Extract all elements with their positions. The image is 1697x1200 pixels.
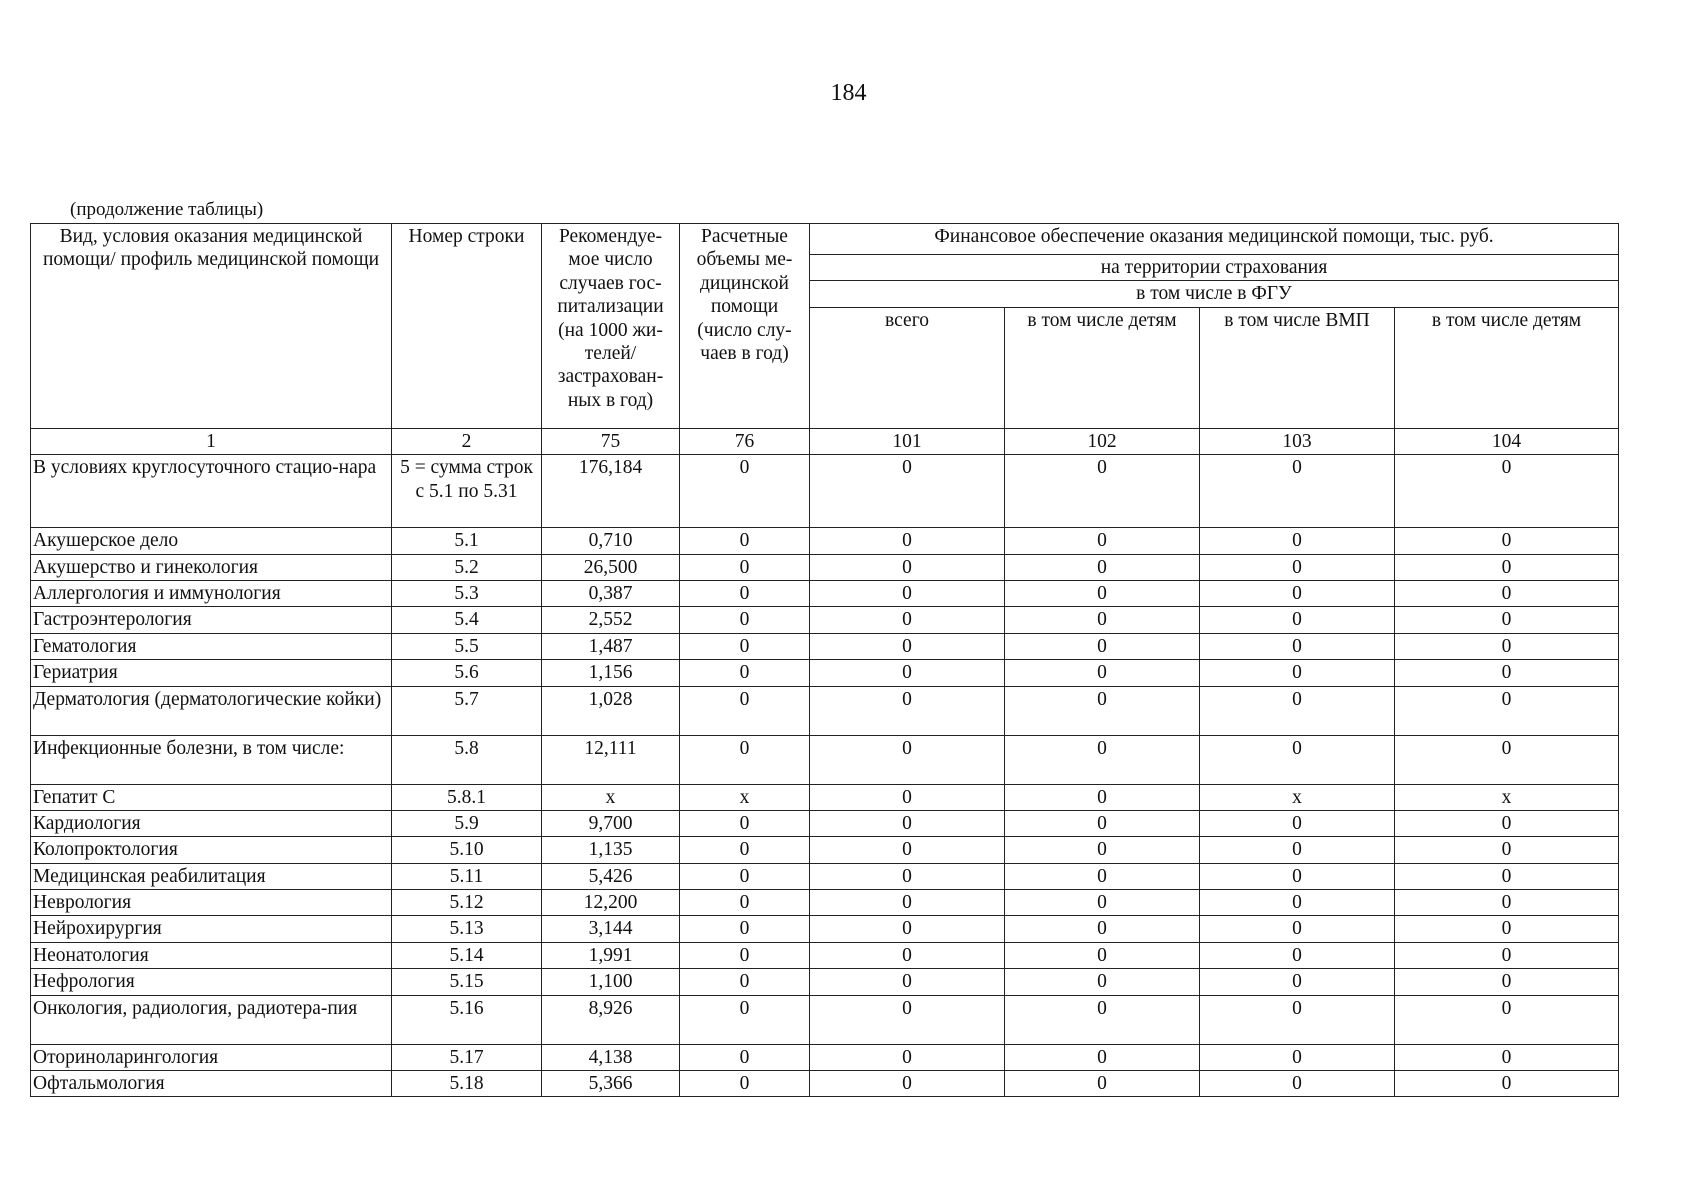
financing-vmp: 0 [1200,686,1395,735]
row-name: Акушерское дело [31,528,392,554]
header-financing: Финансовое обеспечение оказания медицинской помощи, тыс. руб. [810,224,1619,255]
table-row [31,969,1619,995]
column-number: 2 [392,428,542,454]
financing-children-vmp: 0 [1395,1044,1619,1070]
column-number: 1 [31,428,392,454]
financing-vmp: 0 [1200,554,1395,580]
financing-children-vmp: 0 [1395,528,1619,554]
column-number: 75 [542,428,680,454]
header-children-vmp: в том числе детям [1395,307,1619,428]
estimated-volume: 0 [680,1071,810,1097]
financing-children-vmp: 0 [1395,633,1619,659]
recommended-cases: 1,156 [542,660,680,686]
row-number: 5.4 [392,607,542,633]
recommended-cases: 26,500 [542,554,680,580]
recommended-cases: 12,111 [542,735,680,784]
financing-vmp: 0 [1200,969,1395,995]
estimated-volume: 0 [680,686,810,735]
table-header [31,224,1619,429]
financing-total: 0 [810,660,1005,686]
estimated-volume: 0 [680,660,810,686]
financing-children-vmp: 0 [1395,455,1619,528]
financing-children-vmp: 0 [1395,916,1619,942]
recommended-cases: 5,426 [542,863,680,889]
financing-total: 0 [810,686,1005,735]
estimated-volume: 0 [680,995,810,1044]
row-name: Кардиология [31,810,392,836]
recommended-cases: 9,700 [542,810,680,836]
recommended-cases: 1,028 [542,686,680,735]
financing-children-vmp: 0 [1395,735,1619,784]
row-number: 5.15 [392,969,542,995]
row-number: 5.9 [392,810,542,836]
financing-vmp: 0 [1200,995,1395,1044]
financing-vmp: 0 [1200,660,1395,686]
row-number: 5.14 [392,942,542,968]
financing-children-vmp: 0 [1395,942,1619,968]
estimated-volume: 0 [680,863,810,889]
table-continuation-label: (продолжение таблицы) [70,199,264,220]
financing-children: 0 [1005,995,1200,1044]
estimated-volume: 0 [680,554,810,580]
row-number: 5.2 [392,554,542,580]
table-row [31,580,1619,606]
row-name: Гепатит С [31,784,392,810]
row-number: 5.3 [392,580,542,606]
estimated-volume: x [680,784,810,810]
financing-vmp: 0 [1200,863,1395,889]
table-row [31,810,1619,836]
row-number: 5.8.1 [392,784,542,810]
financing-vmp: 0 [1200,916,1395,942]
estimated-volume: 0 [680,810,810,836]
row-name: Нейрохирургия [31,916,392,942]
financing-vmp: 0 [1200,890,1395,916]
financing-children: 0 [1005,580,1200,606]
financing-vmp: 0 [1200,942,1395,968]
row-number: 5.10 [392,837,542,863]
financing-vmp: 0 [1200,607,1395,633]
recommended-cases: 12,200 [542,890,680,916]
estimated-volume: 0 [680,607,810,633]
row-name: Гастроэнтерология [31,607,392,633]
financing-children: 0 [1005,810,1200,836]
table-row [31,995,1619,1044]
financing-total: 0 [810,890,1005,916]
financing-total: 0 [810,810,1005,836]
financing-total: 0 [810,784,1005,810]
row-name: Акушерство и гинекология [31,554,392,580]
financing-children: 0 [1005,863,1200,889]
financing-total: 0 [810,455,1005,528]
financing-total: 0 [810,837,1005,863]
row-name: Нефрология [31,969,392,995]
table-row [31,686,1619,735]
table-row [31,528,1619,554]
recommended-cases: 176,184 [542,455,680,528]
financing-children-vmp: 0 [1395,995,1619,1044]
estimated-volume: 0 [680,633,810,659]
recommended-cases: x [542,784,680,810]
financing-total: 0 [810,1071,1005,1097]
row-number: 5.1 [392,528,542,554]
table-row [31,1044,1619,1070]
table-row [31,735,1619,784]
financing-children: 0 [1005,633,1200,659]
row-number: 5.5 [392,633,542,659]
row-number: 5.7 [392,686,542,735]
financing-total: 0 [810,580,1005,606]
row-number: 5.6 [392,660,542,686]
row-number: 5 = сумма строк с 5.1 по 5.31 [392,455,542,528]
financing-vmp: 0 [1200,1044,1395,1070]
financing-total: 0 [810,995,1005,1044]
row-name: В условиях круглосуточного стацио-нара [31,455,392,528]
financing-children: 0 [1005,735,1200,784]
row-name: Колопроктология [31,837,392,863]
recommended-cases: 3,144 [542,916,680,942]
recommended-cases: 1,135 [542,837,680,863]
financing-children-vmp: x [1395,784,1619,810]
financing-children: 0 [1005,554,1200,580]
header-total: всего [810,307,1005,428]
table-row [31,607,1619,633]
recommended-cases: 0,710 [542,528,680,554]
estimated-volume: 0 [680,969,810,995]
column-number: 76 [680,428,810,454]
financing-total: 0 [810,607,1005,633]
header-children: в том числе детям [1005,307,1200,428]
financing-vmp: 0 [1200,810,1395,836]
estimated-volume: 0 [680,837,810,863]
column-number: 101 [810,428,1005,454]
table-row [31,1071,1619,1097]
row-name: Гериатрия [31,660,392,686]
table-row [31,554,1619,580]
financing-children-vmp: 0 [1395,969,1619,995]
financing-children: 0 [1005,1044,1200,1070]
table-body [31,428,1619,1097]
table-row [31,660,1619,686]
recommended-cases: 5,366 [542,1071,680,1097]
row-number: 5.8 [392,735,542,784]
table-row [31,784,1619,810]
financing-children-vmp: 0 [1395,863,1619,889]
financing-children: 0 [1005,455,1200,528]
table-row [31,863,1619,889]
column-number: 104 [1395,428,1619,454]
table-row [31,633,1619,659]
financing-vmp: 0 [1200,528,1395,554]
financing-total: 0 [810,942,1005,968]
financing-vmp: 0 [1200,837,1395,863]
financing-children: 0 [1005,686,1200,735]
financing-children: 0 [1005,1071,1200,1097]
financing-children: 0 [1005,942,1200,968]
estimated-volume: 0 [680,528,810,554]
estimated-volume: 0 [680,916,810,942]
header-care-type: Вид, условия оказания медицинской помощи/ профиль медицинской помощи [31,224,392,429]
column-number: 103 [1200,428,1395,454]
row-name: Оториноларингология [31,1044,392,1070]
financing-total: 0 [810,554,1005,580]
financing-vmp: 0 [1200,633,1395,659]
financing-children-vmp: 0 [1395,837,1619,863]
estimated-volume: 0 [680,1044,810,1070]
table-row [31,916,1619,942]
table-row [31,837,1619,863]
header-estimated-volumes: Расчетные объемы ме-дицинской помощи (число слу-чаев в год) [680,224,810,429]
column-number-row [31,428,1619,454]
financing-children-vmp: 0 [1395,890,1619,916]
row-name: Неонатология [31,942,392,968]
financing-total: 0 [810,1044,1005,1070]
header-recommended-cases: Рекомендуе-мое число случаев гос-питализации (на 1000 жи-телей/ застрахован-ных в год) [542,224,680,429]
financing-children-vmp: 0 [1395,607,1619,633]
table-row [31,890,1619,916]
row-number: 5.17 [392,1044,542,1070]
financing-children: 0 [1005,969,1200,995]
row-number: 5.13 [392,916,542,942]
financing-total: 0 [810,633,1005,659]
recommended-cases: 1,100 [542,969,680,995]
estimated-volume: 0 [680,580,810,606]
financing-total: 0 [810,735,1005,784]
table-row [31,455,1619,528]
row-name: Аллергология и иммунология [31,580,392,606]
financing-children: 0 [1005,837,1200,863]
header-fgu: в том числе в ФГУ [810,281,1619,307]
row-name: Неврология [31,890,392,916]
row-number: 5.11 [392,863,542,889]
row-name: Медицинская реабилитация [31,863,392,889]
financing-children: 0 [1005,784,1200,810]
financing-children-vmp: 0 [1395,1071,1619,1097]
financing-children: 0 [1005,890,1200,916]
financing-total: 0 [810,863,1005,889]
row-name: Онкология, радиология, радиотера-пия [31,995,392,1044]
recommended-cases: 1,487 [542,633,680,659]
recommended-cases: 2,552 [542,607,680,633]
financing-vmp: 0 [1200,735,1395,784]
financing-total: 0 [810,528,1005,554]
row-number: 5.16 [392,995,542,1044]
estimated-volume: 0 [680,455,810,528]
financing-vmp: 0 [1200,1071,1395,1097]
financing-vmp: 0 [1200,455,1395,528]
financing-children-vmp: 0 [1395,810,1619,836]
financing-vmp: 0 [1200,580,1395,606]
financing-children: 0 [1005,916,1200,942]
page-number: 184 [830,80,867,106]
header-insurance-territory: на территории страхования [810,255,1619,281]
row-name: Инфекционные болезни, в том числе: [31,735,392,784]
financing-children-vmp: 0 [1395,686,1619,735]
recommended-cases: 0,387 [542,580,680,606]
medical-care-table [30,223,1619,1097]
column-number: 102 [1005,428,1200,454]
financing-vmp: x [1200,784,1395,810]
row-name: Офтальмология [31,1071,392,1097]
row-number: 5.12 [392,890,542,916]
financing-children-vmp: 0 [1395,580,1619,606]
row-number: 5.18 [392,1071,542,1097]
financing-total: 0 [810,969,1005,995]
row-name: Гематология [31,633,392,659]
financing-children: 0 [1005,528,1200,554]
financing-children: 0 [1005,607,1200,633]
estimated-volume: 0 [680,890,810,916]
recommended-cases: 4,138 [542,1044,680,1070]
estimated-volume: 0 [680,735,810,784]
table-row [31,942,1619,968]
financing-total: 0 [810,916,1005,942]
row-name: Дерматология (дерматологические койки) [31,686,392,735]
header-vmp: в том числе ВМП [1200,307,1395,428]
recommended-cases: 8,926 [542,995,680,1044]
financing-children: 0 [1005,660,1200,686]
financing-children-vmp: 0 [1395,660,1619,686]
recommended-cases: 1,991 [542,942,680,968]
estimated-volume: 0 [680,942,810,968]
header-row-number: Номер строки [392,224,542,429]
financing-children-vmp: 0 [1395,554,1619,580]
